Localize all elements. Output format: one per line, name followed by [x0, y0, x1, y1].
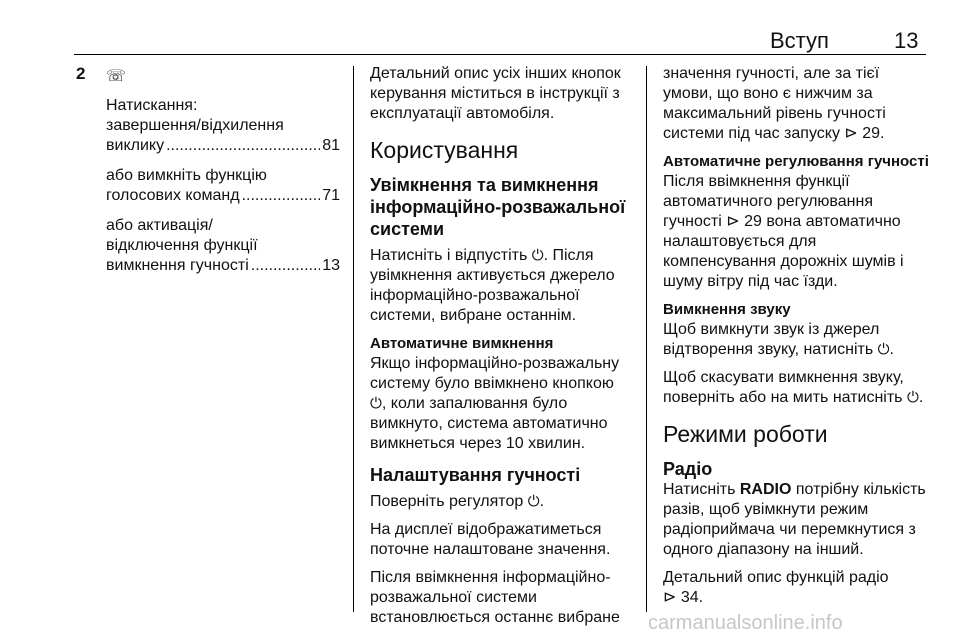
auto-off-paragraph: [370, 354, 642, 454]
page-ref-arrow-icon: ⊳: [844, 125, 858, 142]
power-icon: ⏻: [906, 389, 919, 406]
intro-paragraph: [370, 64, 642, 124]
item-number: 2: [76, 64, 86, 83]
text-fragment: системи, вибране останнім.: [370, 307, 577, 324]
subheading-on-off: [370, 174, 642, 240]
unmute-paragraph: [663, 368, 948, 408]
page-number: 13: [894, 28, 919, 53]
toc-page-ref[interactable]: 71: [322, 187, 340, 204]
toc-text: відключення функції: [106, 237, 258, 254]
text-fragment: Увімкнення та вимкнення: [370, 175, 599, 195]
text-fragment: .: [889, 341, 894, 358]
toc-entry: [106, 116, 340, 156]
text-fragment: . Після: [543, 247, 594, 264]
toc-page-ref[interactable]: 81: [322, 137, 340, 154]
leader-dots: [242, 186, 321, 206]
text-fragment: Детальний опис усіх інших кнопок: [370, 65, 621, 82]
turn-paragraph: [370, 492, 642, 512]
text-fragment: компенсування дорожніх шумів і: [663, 253, 904, 270]
subheading-radio: Радіо: [663, 459, 713, 479]
leader-dots: [251, 256, 320, 276]
toc-text: завершення/відхилення: [106, 117, 284, 134]
text-fragment: системи: [370, 219, 445, 239]
text-fragment: системи під час запуску: [663, 125, 845, 142]
phone-hangup-icon: ☏: [106, 68, 127, 85]
column-divider: [646, 66, 647, 612]
text-fragment: вимкнеться через 10 хвилин.: [370, 435, 586, 452]
text-fragment: систему було ввімкнено кнопкою: [370, 375, 614, 392]
text-fragment: .: [539, 493, 545, 510]
text-fragment: потрібну кількість: [791, 481, 926, 498]
text-fragment: радіоприймача чи перемкнутися з: [663, 521, 916, 538]
text-fragment: Поверніть регулятор: [370, 493, 528, 510]
text-fragment: значення гучності, але за тієї: [663, 65, 880, 82]
toc-text: вимкнення гучності: [106, 257, 249, 274]
text-fragment: налаштовується для: [663, 233, 817, 250]
subheading-auto-volume: Автоматичне регулювання гучності: [663, 153, 929, 170]
power-icon: ⏻: [370, 395, 382, 412]
section-heading-modes: Режими роботи: [663, 421, 828, 447]
text-fragment: Щоб вимкнути звук із джерел: [663, 321, 880, 338]
text-fragment: Детальний опис функцій радіо: [663, 569, 889, 586]
column-2: [370, 64, 642, 636]
text-fragment: керування міститься в інструкції з: [370, 85, 620, 102]
on-off-paragraph: [370, 246, 642, 326]
column-3: [663, 64, 948, 616]
header-rule: [74, 54, 926, 55]
page-ref[interactable]: 34.: [676, 589, 704, 606]
text-fragment: Щоб скасувати вимкнення звуку,: [663, 369, 904, 386]
subheading-volume: Налаштування гучності: [370, 465, 581, 485]
text-fragment: увімкнення активується джерело: [370, 267, 615, 284]
text-fragment: інформаційно-розважальної: [370, 197, 626, 217]
toc-text: або вимкніть функцію: [106, 167, 267, 184]
power-icon: ⏻: [531, 247, 544, 264]
page-ref-arrow-icon: ⊳: [663, 589, 677, 606]
radio-paragraph: [663, 480, 948, 560]
column-1: [106, 96, 340, 286]
text-fragment: Після ввімкнення функції: [663, 173, 850, 190]
text-fragment: максимальний рівень гучності: [663, 105, 886, 122]
text-fragment: , коли запалювання було: [381, 395, 568, 412]
text-fragment: експлуатації автомобіля.: [370, 105, 555, 122]
power-icon: ⏻: [877, 341, 890, 358]
text-fragment: автоматичного регулювання: [663, 193, 873, 210]
text-fragment: розважальної системи: [370, 589, 537, 606]
text-fragment: Натисніть і відпустіть: [370, 247, 532, 264]
volume-cont-paragraph: [663, 64, 948, 144]
text-fragment: .: [918, 389, 924, 406]
text-fragment: вимкнуто, система автоматично: [370, 415, 608, 432]
text-fragment: відтворення звуку, натисніть: [663, 341, 878, 358]
toc-text: голосових команд: [106, 187, 240, 204]
radio-button-label: RADIO: [739, 481, 792, 498]
subheading-mute: Вимкнення звуку: [663, 301, 791, 318]
toc-page-ref[interactable]: 13: [322, 257, 340, 274]
page-ref-arrow-icon: ⊳: [726, 213, 740, 230]
page-header-title: Вступ: [770, 28, 829, 53]
text-fragment: На дисплеї відображатиметься: [370, 521, 602, 538]
text-fragment: встановлюється останнє вибране: [370, 609, 620, 626]
text-fragment: поточне налаштоване значення.: [370, 541, 611, 558]
after-on-paragraph: [370, 568, 642, 628]
text-fragment: гучності: [663, 213, 727, 230]
intro: Натискання:: [106, 97, 198, 114]
page-ref[interactable]: 29.: [857, 125, 885, 142]
display-paragraph: [370, 520, 642, 560]
subheading-auto-off: Автоматичне вимкнення: [370, 335, 554, 352]
text-fragment: поверніть або на мить натисніть: [663, 389, 907, 406]
radio-detail-paragraph: [663, 568, 948, 608]
toc-entry: [106, 166, 340, 206]
text-fragment: Після ввімкнення інформаційно-: [370, 569, 611, 586]
power-icon: ⏻: [527, 493, 540, 510]
text-fragment: 29 вона автоматично: [739, 213, 901, 230]
text-fragment: умови, що воно є нижчим за: [663, 85, 873, 102]
text-fragment: одного діапазону на інший.: [663, 541, 864, 558]
mute-paragraph: [663, 320, 948, 360]
text-fragment: Натисніть: [663, 481, 740, 498]
column-divider: [353, 66, 354, 612]
section-heading-usage: Користування: [370, 137, 519, 163]
toc-entry: [106, 216, 340, 276]
leader-dots: [166, 136, 320, 156]
text-fragment: разів, щоб увімкнути режим: [663, 501, 869, 518]
toc-text: виклику: [106, 137, 165, 154]
text-fragment: інформаційно-розважальної: [370, 287, 580, 304]
toc-text: або активація/: [106, 217, 213, 234]
auto-volume-paragraph: [663, 172, 948, 292]
text-fragment: Якщо інформаційно-розважальну: [370, 355, 620, 372]
text-fragment: шуму вітру під час їзди.: [663, 273, 838, 290]
watermark: carmanualsonline.info: [648, 612, 843, 634]
